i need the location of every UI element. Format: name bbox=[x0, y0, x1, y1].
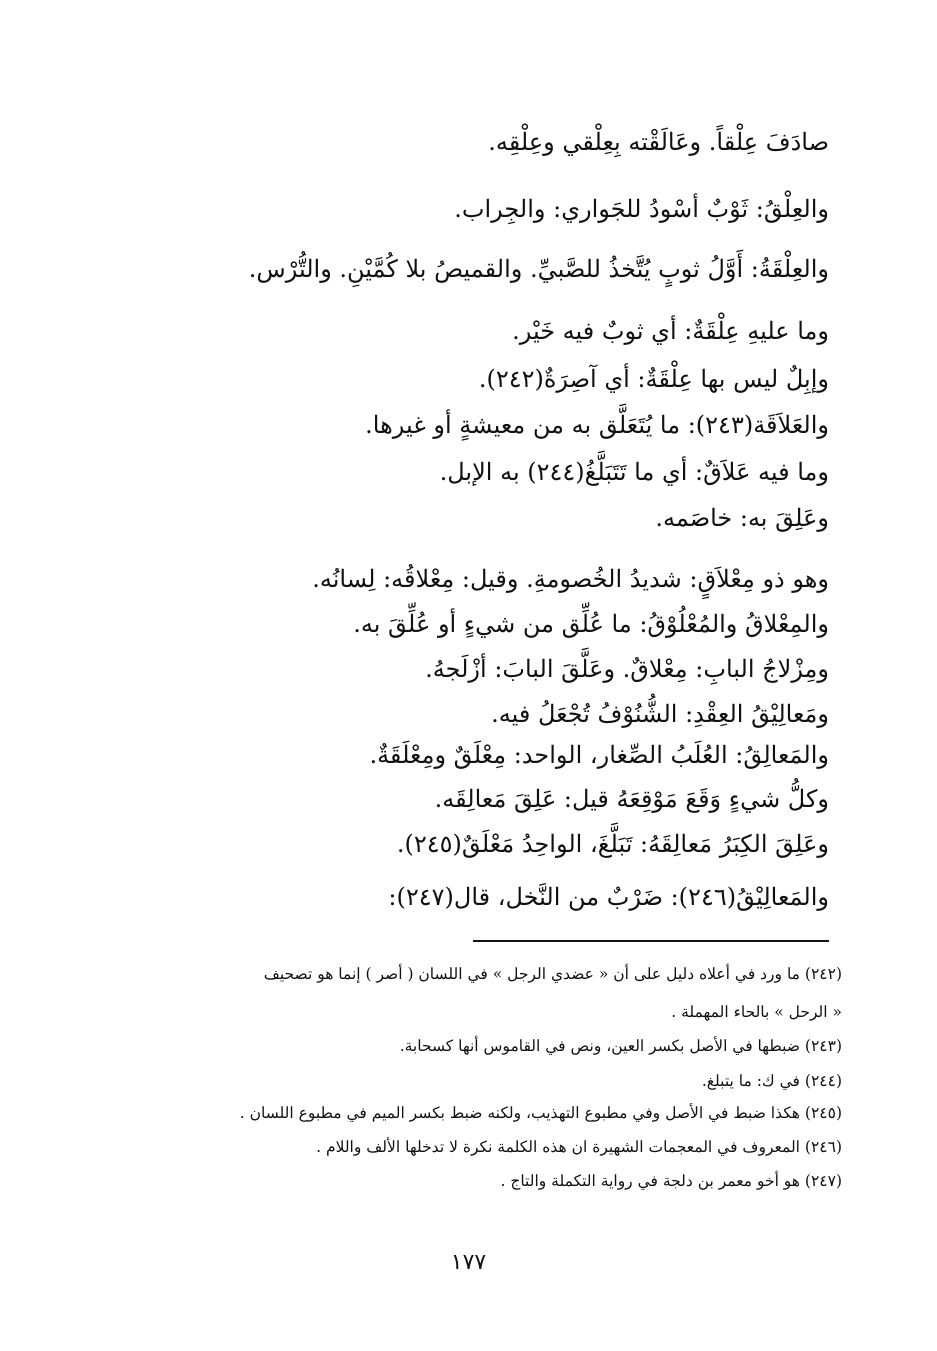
text-line: وإبِلٌ ليس بها عِلْقَةٌ: أي آصِرَةٌ(٢٤٢). bbox=[478, 365, 829, 393]
text-line: وكلُّ شيءٍ وَقَعَ مَوْقِعَهُ قيل: عَلِقَ مَعالِقَه. bbox=[434, 785, 829, 813]
text-line: صادَفَ عِلْقاً. وعَالَقْته بِعِلْقي وعِلْقِه. bbox=[488, 128, 829, 156]
footnote: (٢٤٥) هكذا ضبط في الأصل وفي مطبوع التهذيب، ولكنه ضبط بكسر الميم في مطبوع اللسان . bbox=[239, 1104, 842, 1122]
text-line: وعَلِقَ به: خاصَمه. bbox=[655, 504, 829, 532]
text-line: وما عليهِ عِلْقَةٌ: أي ثوبٌ فيه خَيْر. bbox=[512, 317, 829, 345]
footnote: (٢٤٣) ضبطها في الأصل بكسر العين، ونص في القاموس أنها كسحابة. bbox=[399, 1037, 842, 1055]
text-line: وعَلِقَ الكِبَرُ مَعالِقَهُ: تَبَلَّغَ، الواحِدُ مَعْلَقٌ(٢٤٥). bbox=[396, 830, 829, 858]
text-line: والعِلْقَةُ: أَوَّلُ ثوبٍ يُتَّخذُ للصَّبيِّ. والقميصُ بلا كُمَّيْنِ. والتُّرْس. bbox=[248, 255, 829, 283]
text-line: وهو ذو مِعْلاَقٍ: شديدُ الخُصومةِ. وقيل: مِعْلاقُه: لِسانُه. bbox=[312, 565, 829, 593]
footnote: (٢٤٢) ما ورد في أعلاه دليل على أن « عضدي الرجل » في اللسان ( أصر ) إنما هو تصحيف bbox=[263, 965, 842, 983]
footnote: « الرحل » بالحاء المهملة . bbox=[671, 1003, 842, 1021]
text-line: ومَعالِيْقُ العِقْدِ: الشُّنُوْفُ تُجْعَلُ فيه. bbox=[491, 700, 829, 728]
footnote: (٢٤٤) في ك: ما يتبلغ. bbox=[701, 1072, 842, 1090]
text-line: والعِلْقُ: ثَوْبٌ أسْودُ للجَواري: والجِراب. bbox=[454, 195, 829, 223]
text-line: وما فيه عَلاَقٌ: أي ما تَتَبَلَّغُ(٢٤٤) به الإبل. bbox=[439, 458, 829, 486]
text-line: والمِعْلاقُ والمُعْلُوْقُ: ما عُلِّق من شيءٍ أو عُلِّقَ به. bbox=[353, 610, 829, 638]
page-number: ١٧٧ bbox=[450, 1250, 487, 1275]
footnote: (٢٤٧) هو أخو معمر بن دلجة في رواية التكملة والتاج . bbox=[500, 1172, 842, 1190]
text-line: والمَعالِيْقُ(٢٤٦): ضَرْبٌ من النَّخل، قال(٢٤٧): bbox=[388, 883, 829, 911]
text-line: والمَعالِقُ: العُلَبُ الصِّغار، الواحد: مِعْلَقٌ ومِعْلَقَةٌ. bbox=[369, 741, 829, 769]
text-line: والعَلاَقَة(٢٤٣): ما يُتَعَلَّق به من معيشةٍ أو غيرها. bbox=[365, 411, 829, 439]
footnote: (٢٤٦) المعروف في المعجمات الشهيرة ان هذه الكلمة نكرة لا تدخلها الألف واللام . bbox=[316, 1138, 842, 1156]
footnote-divider bbox=[473, 940, 829, 942]
text-line: ومِزْلاجُ البابِ: مِعْلاقٌ. وعَلَّقَ البابَ: أزْلَجهُ. bbox=[425, 655, 829, 683]
